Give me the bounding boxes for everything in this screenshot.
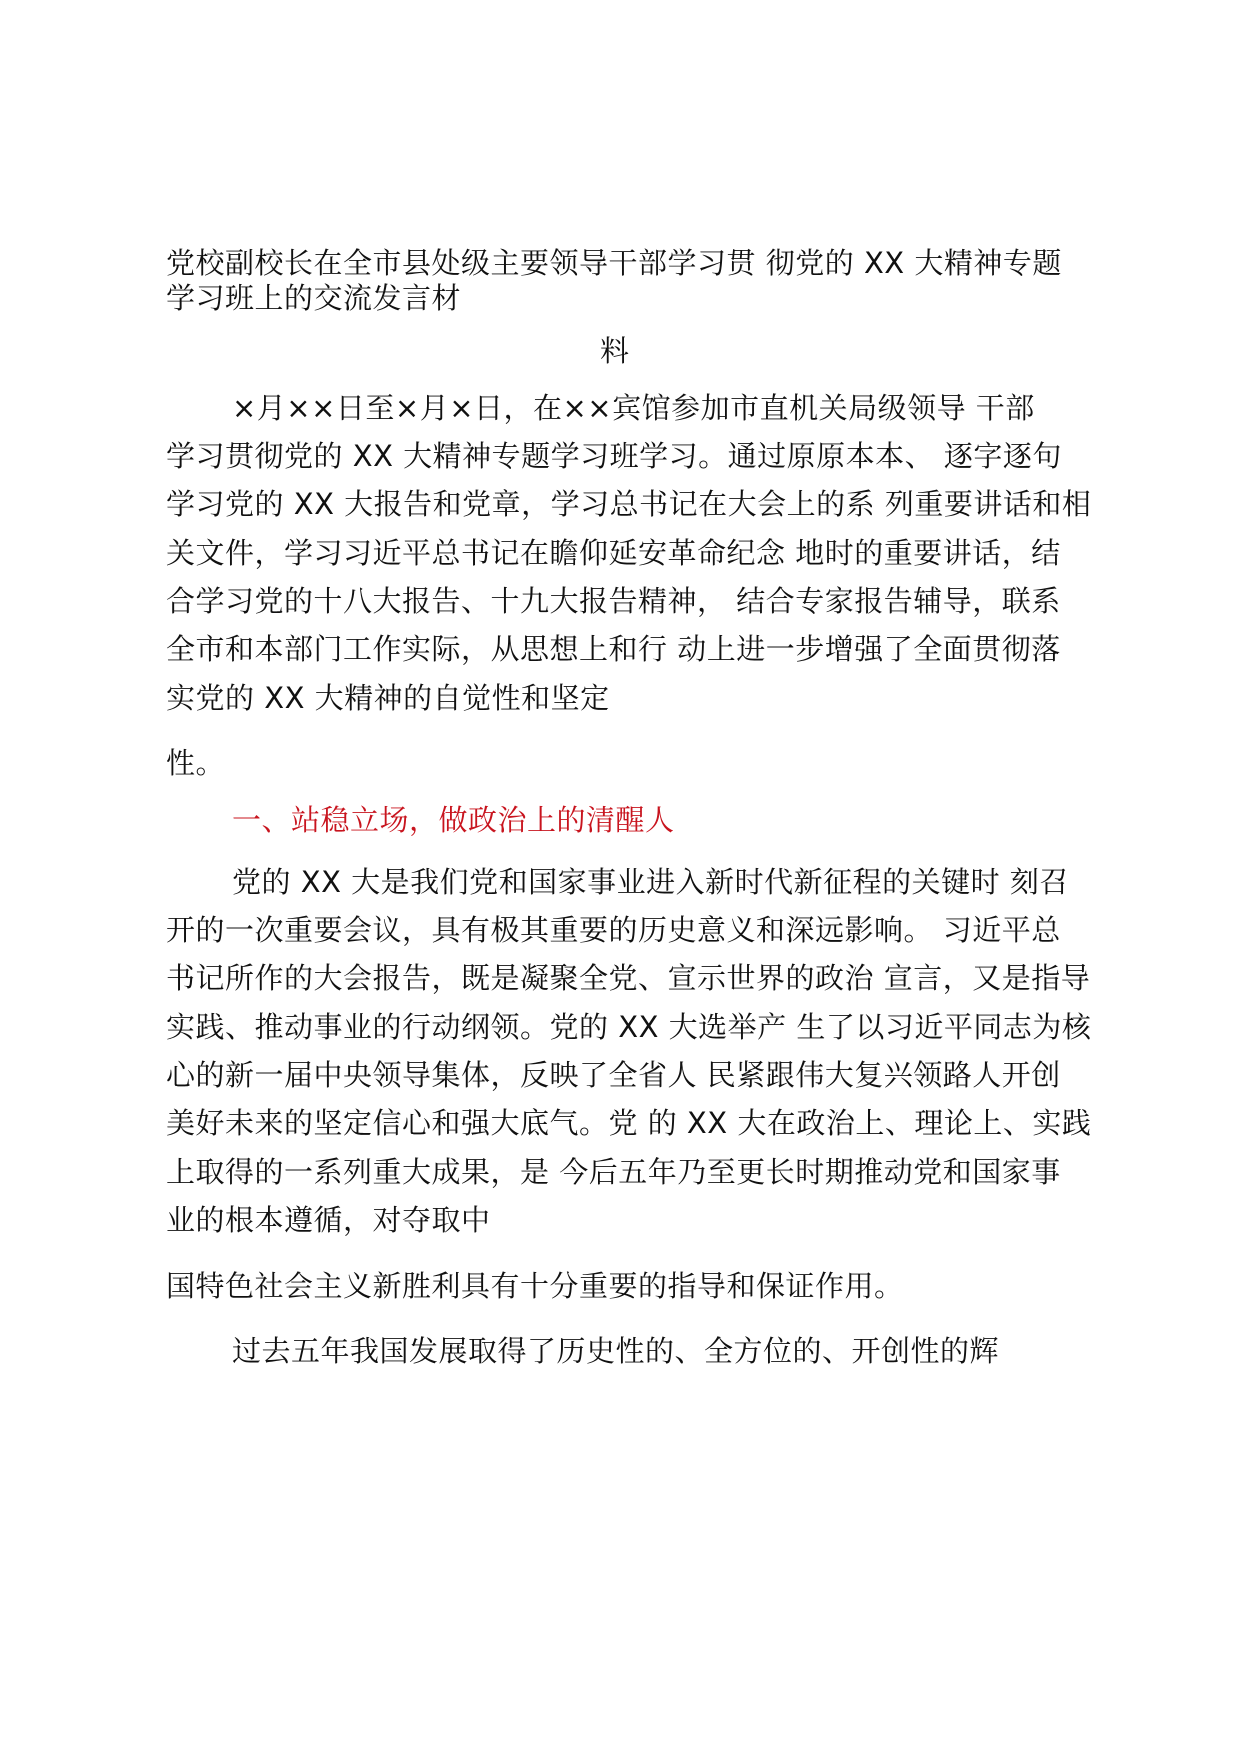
intro-paragraph-line: 实党的 XX 大精神的自觉性和坚定 [166,681,610,715]
intro-paragraph-line: 关文件，学习习近平总书记在瞻仰延安革命纪念 地时的重要讲话，结 [166,536,1061,570]
section-paragraph-line: 美好未来的坚定信心和强大底气。党 的 XX 大在政治上、理论上、实践 [166,1106,1092,1140]
next-paragraph-line: 过去五年我国发展取得了历史性的、全方位的、开创性的辉 [232,1334,1000,1368]
section-paragraph-line: 实践、推动事业的行动纲领。党的 XX 大选举产 生了以习近平同志为核 [166,1010,1092,1044]
section-paragraph-line: 党的 XX 大是我们党和国家事业进入新时代新征程的关键时 刻召 [232,865,1069,899]
intro-paragraph-line: 全市和本部门工作实际，从思想上和行 动上进一步增强了全面贯彻落 [166,632,1061,666]
section-paragraph-line: 心的新一届中央领导集体，反映了全省人 民紧跟伟大复兴领路人开创 [166,1058,1061,1092]
section-heading: 一、站稳立场，做政治上的清醒人 [232,803,675,837]
section-paragraph-line: 国特色社会主义新胜利具有十分重要的指导和保证作用。 [166,1269,904,1303]
intro-paragraph-line: 合学习党的十八大报告、十九大报告精神， 结合专家报告辅导，联系 [166,584,1061,618]
intro-paragraph-line: ×月××日至×月×日，在××宾馆参加市直机关局级领导 干部 [232,391,1035,425]
document-title-line-1: 党校副校长在全市县处级主要领导干部学习贯 彻党的 XX 大精神专题 [166,246,1062,280]
document-title-line-3: 料 [600,334,630,368]
document-title-line-2: 学习班上的交流发言材 [166,281,462,315]
section-paragraph-line: 上取得的一系列重大成果，是 今后五年乃至更长时期推动党和国家事 [166,1155,1061,1189]
section-paragraph-line: 书记所作的大会报告，既是凝聚全党、宣示世界的政治 宣言，又是指导 [166,961,1091,995]
intro-paragraph-line: 性。 [166,746,226,780]
intro-paragraph-line: 学习贯彻党的 XX 大精神专题学习班学习。通过原原本本、 逐字逐句 [166,439,1062,473]
intro-paragraph-line: 学习党的 XX 大报告和党章，学习总书记在大会上的系 列重要讲话和相 [166,487,1092,521]
section-paragraph-line: 业的根本遵循，对夺取中 [166,1203,491,1237]
section-paragraph-line: 开的一次重要会议，具有极其重要的历史意义和深远影响。 习近平总 [166,913,1061,947]
